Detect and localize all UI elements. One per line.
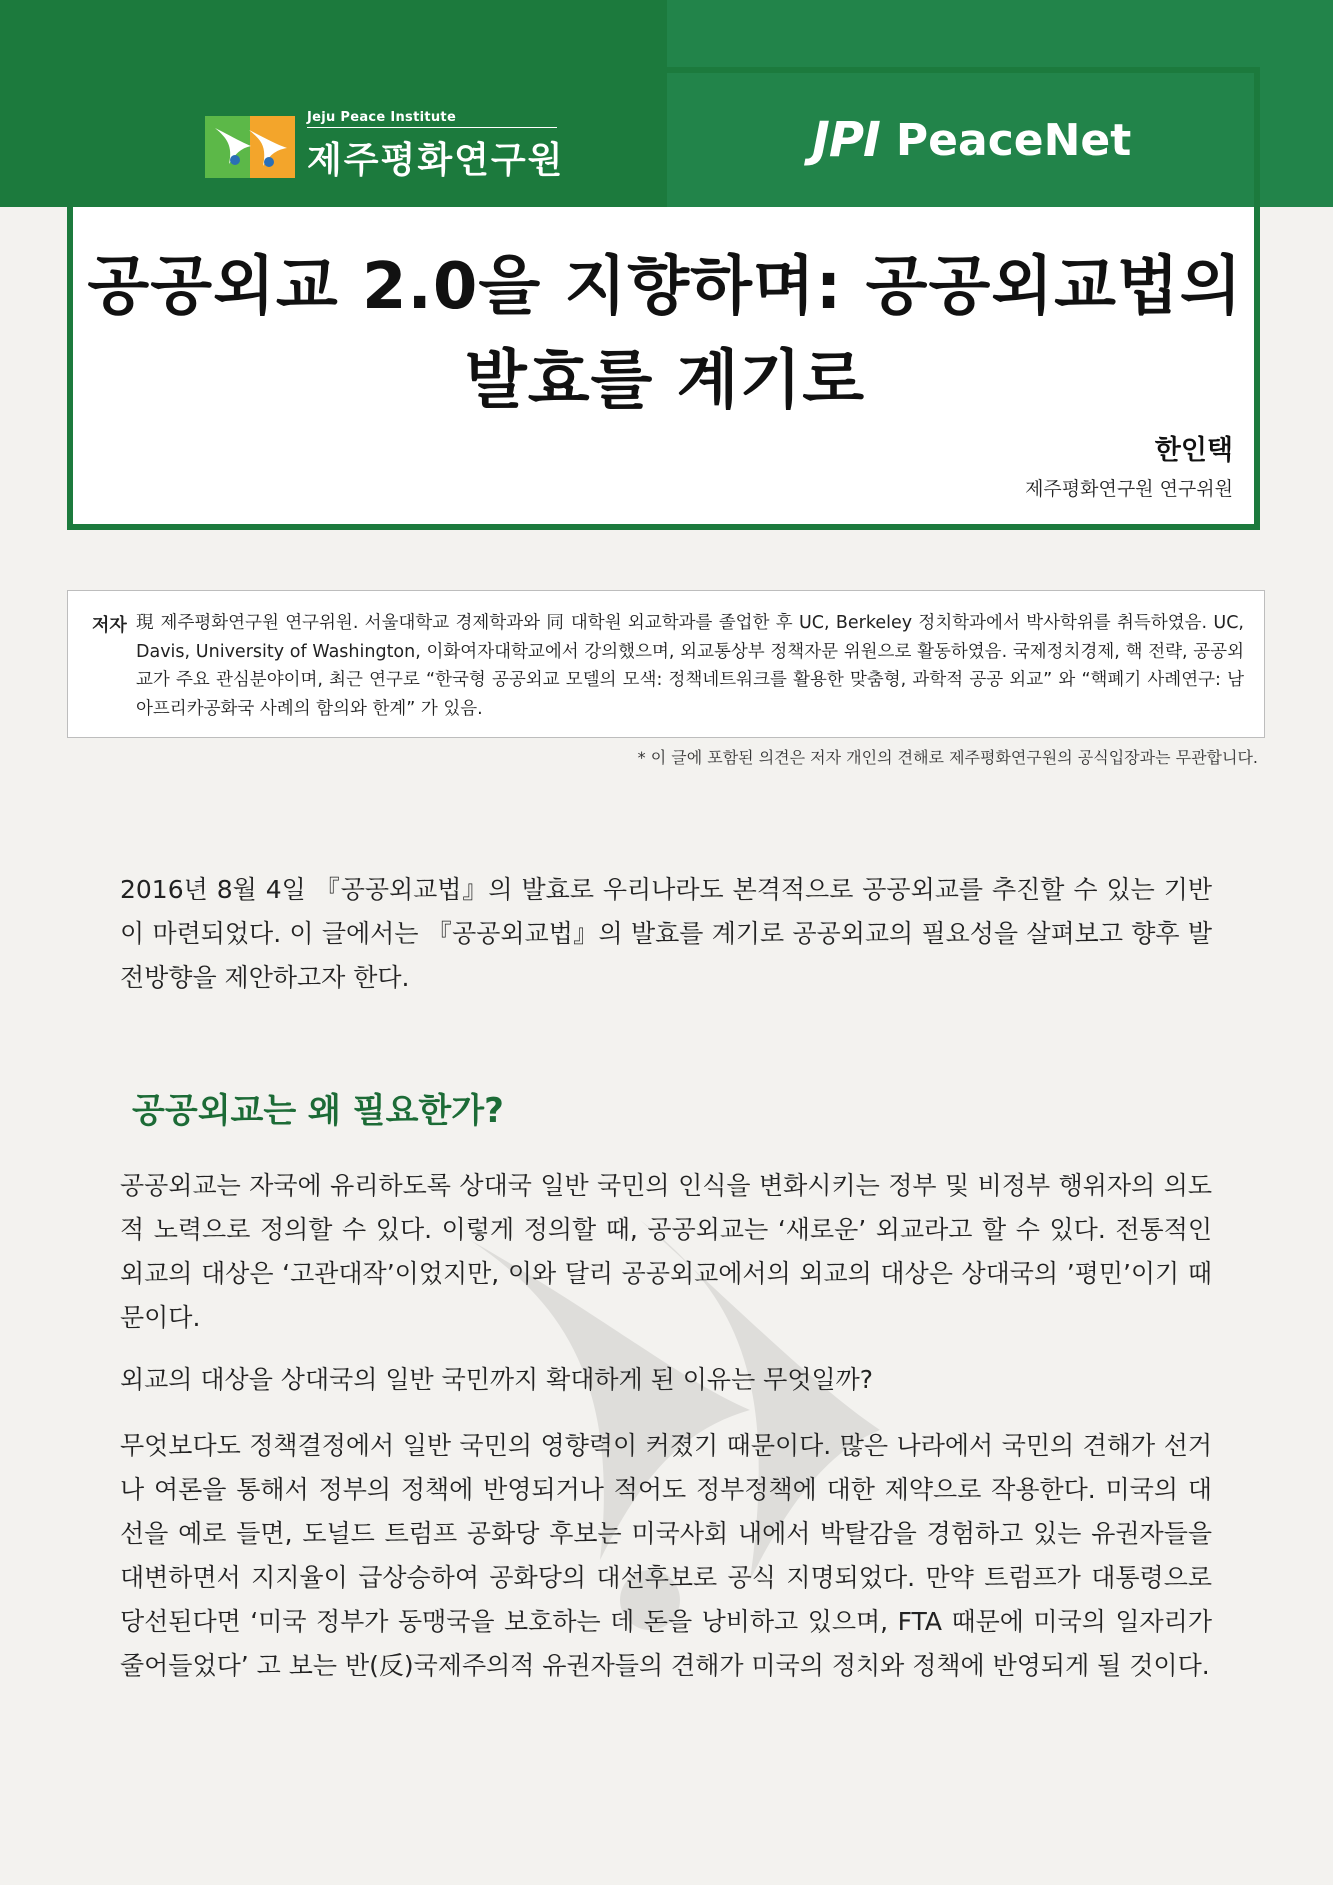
jpi-mark: JPI <box>812 112 880 168</box>
author-bio-box <box>67 590 1265 738</box>
dove-bird-logo-icon <box>205 116 295 178</box>
intro-paragraph: 2016년 8월 4일 『공공외교법』의 발효로 우리나라도 본격적으로 공공외교를 추진할 수 있는 기반이 마련되었다. 이 글에서는 『공공외교법』의 발효를 계기로 공공외교의 필요성을 살펴보고 향후 발전방향을 제안하고자 한다. <box>120 875 1212 992</box>
document-title <box>80 240 1250 428</box>
title-line-1: 공공외교 2.0을 지향하며: 공공외교법의 <box>87 250 1243 324</box>
peacenet-wordmark: PeaceNet <box>895 114 1132 166</box>
title-line-2: 발효를 계기로 <box>464 344 866 418</box>
section-paragraph-2: 외교의 대상을 상대국의 일반 국민까지 확대하게 된 이유는 무엇일까? <box>120 1365 874 1394</box>
jpi-peacenet-logo <box>812 112 1131 168</box>
logo-english-name: Jeju Peace Institute <box>307 110 557 128</box>
author-name: 한인택 <box>1154 435 1233 466</box>
bio-text: 現 제주평화연구원 연구위원. 서울대학교 경제학과와 同 대학원 외교학과를 졸업한 후 UC, Berkeley 정치학과에서 박사학위를 취득하였음. UC, Davis, University of Washington, 이화여자대학교에서 강의했으며, 외교통상부 정책자문 위원으로 활동하였음. 국제정치경제, 핵 전략, 공공외교가 주요 관심분야이며, 최근 연구로 “한국형 공공외교 모델의 모색: 정책네트워크를 활용한 맞춤형, 과학적 공공 외교” 와 “핵폐기 사례연구: 남아프리카공화국 사례의 함의와 한계” 가 있음. <box>136 613 1244 719</box>
section-paragraph-1: 공공외교는 자국에 유리하도록 상대국 일반 국민의 인식을 변화시키는 정부 및 비정부 행위자의 의도적 노력으로 정의할 수 있다. 이렇게 정의할 때, 공공외교는 ‘새로운’ 외교라고 할 수 있다. 전통적인 외교의 대상은 ‘고관대작’이었지만, 이와 달리 공공외교에서의 외교의 대상은 상대국의 ’평민’이기 때문이다. <box>120 1171 1212 1332</box>
section-heading: 공공외교는 왜 필요한가? <box>132 1091 504 1131</box>
logo-korean-name: 제주평화연구원 <box>307 140 565 181</box>
disclaimer-note: * 이 글에 포함된 의견은 저자 개인의 견해로 제주평화연구원의 공식입장과는 무관합니다. <box>637 748 1258 767</box>
jeju-peace-institute-logo <box>205 110 564 183</box>
section-paragraph-3: 무엇보다도 정책결정에서 일반 국민의 영향력이 커졌기 때문이다. 많은 나라에서 국민의 견해가 선거나 여론을 통해서 정부의 정책에 반영되거나 적어도 정부정책에 대한 제약으로 작용한다. 미국의 대선을 예로 들면, 도널드 트럼프 공화당 후보는 미국사회 내에서 박탈감을 경험하고 있는 유권자들을 대변하면서 지지율이 급상승하여 공화당의 대선후보로 공식 지명되었다. 만약 트럼프가 대통령으로 당선된다면 ‘미국 정부가 동맹국을 보호하는 데 돈을 낭비하고 있으며, FTA 때문에 미국의 일자리가 줄어들었다’ 고 보는 반(反)국제주의적 유권자들의 견해가 미국의 정치와 정책에 반영되게 될 것이다. <box>120 1431 1212 1680</box>
author-role: 제주평화연구원 연구위원 <box>1025 478 1233 500</box>
bio-label: 저자 <box>92 615 127 636</box>
